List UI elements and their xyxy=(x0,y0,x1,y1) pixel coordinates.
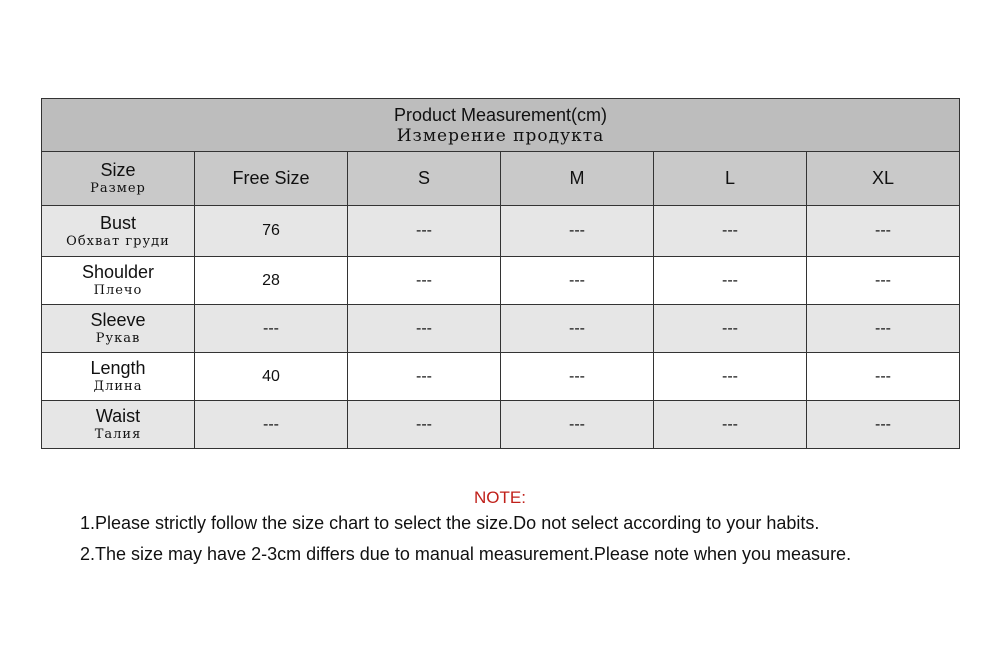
table-cell: 28 xyxy=(195,257,348,305)
table-row-shoulder xyxy=(42,257,960,305)
table-cell: --- xyxy=(654,353,807,401)
table-cell: --- xyxy=(807,401,960,449)
size-header-row xyxy=(42,152,960,206)
table-title-row xyxy=(42,99,960,152)
row-label-en: Sleeve xyxy=(90,310,146,330)
table-cell: --- xyxy=(348,353,501,401)
note-line-2: 2.The size may have 2-3cm differs due to manual measurement.Please note when you measure. xyxy=(80,544,852,564)
row-label-cell xyxy=(42,257,195,305)
table-cell: --- xyxy=(501,206,654,257)
size-header-xl: XL xyxy=(807,152,960,206)
table-cell: --- xyxy=(807,353,960,401)
table-cell: 76 xyxy=(195,206,348,257)
table-cell: --- xyxy=(501,257,654,305)
table-cell: --- xyxy=(807,206,960,257)
row-label-en: Bust xyxy=(99,212,137,233)
table-cell: --- xyxy=(348,305,501,353)
size-header-m: M xyxy=(501,152,654,206)
row-label-en: Length xyxy=(90,358,146,378)
table-row-waist xyxy=(42,401,960,449)
table-row-sleeve xyxy=(42,305,960,353)
table-cell: --- xyxy=(654,401,807,449)
table-title-en: Product Measurement(cm) xyxy=(393,105,608,125)
table-cell: --- xyxy=(654,206,807,257)
table-cell: --- xyxy=(348,257,501,305)
row-label-cell xyxy=(42,305,195,353)
row-label-ru: Обхват груди xyxy=(66,233,170,249)
table-title xyxy=(42,99,960,152)
table-cell: --- xyxy=(348,401,501,449)
row-label-ru: Рукав xyxy=(95,331,141,346)
note-line-1: 1.Please strictly follow the size chart to select the size.Do not select according to your habits. xyxy=(80,513,820,533)
table-cell: --- xyxy=(807,257,960,305)
row-label-cell xyxy=(42,353,195,401)
table-cell: --- xyxy=(195,305,348,353)
size-header-s: S xyxy=(348,152,501,206)
size-label-en: Size xyxy=(100,160,136,180)
table-cell: --- xyxy=(654,305,807,353)
table-cell: --- xyxy=(195,401,348,449)
size-label-ru: Размер xyxy=(90,181,146,196)
row-label-en: Shoulder xyxy=(81,262,155,282)
row-label-en: Waist xyxy=(95,406,141,426)
size-label-cell xyxy=(42,152,195,206)
table-title-ru: Измерение продукта xyxy=(396,126,605,146)
note-title: NOTE: xyxy=(474,488,526,507)
table-cell: --- xyxy=(348,206,501,257)
row-label-cell xyxy=(42,206,195,257)
table-cell: --- xyxy=(807,305,960,353)
row-label-ru: Талия xyxy=(94,427,142,442)
table-cell: --- xyxy=(501,305,654,353)
row-label-ru: Длина xyxy=(93,379,143,394)
table-cell: --- xyxy=(501,401,654,449)
table-row-length xyxy=(42,353,960,401)
row-label-ru: Плечо xyxy=(93,283,143,298)
table-cell: --- xyxy=(501,353,654,401)
size-header-l: L xyxy=(654,152,807,206)
size-chart-table xyxy=(41,98,960,449)
size-header-free: Free Size xyxy=(195,152,348,206)
table-cell: --- xyxy=(654,257,807,305)
row-label-cell xyxy=(42,401,195,449)
table-row-bust xyxy=(42,206,960,257)
table-cell: 40 xyxy=(195,353,348,401)
